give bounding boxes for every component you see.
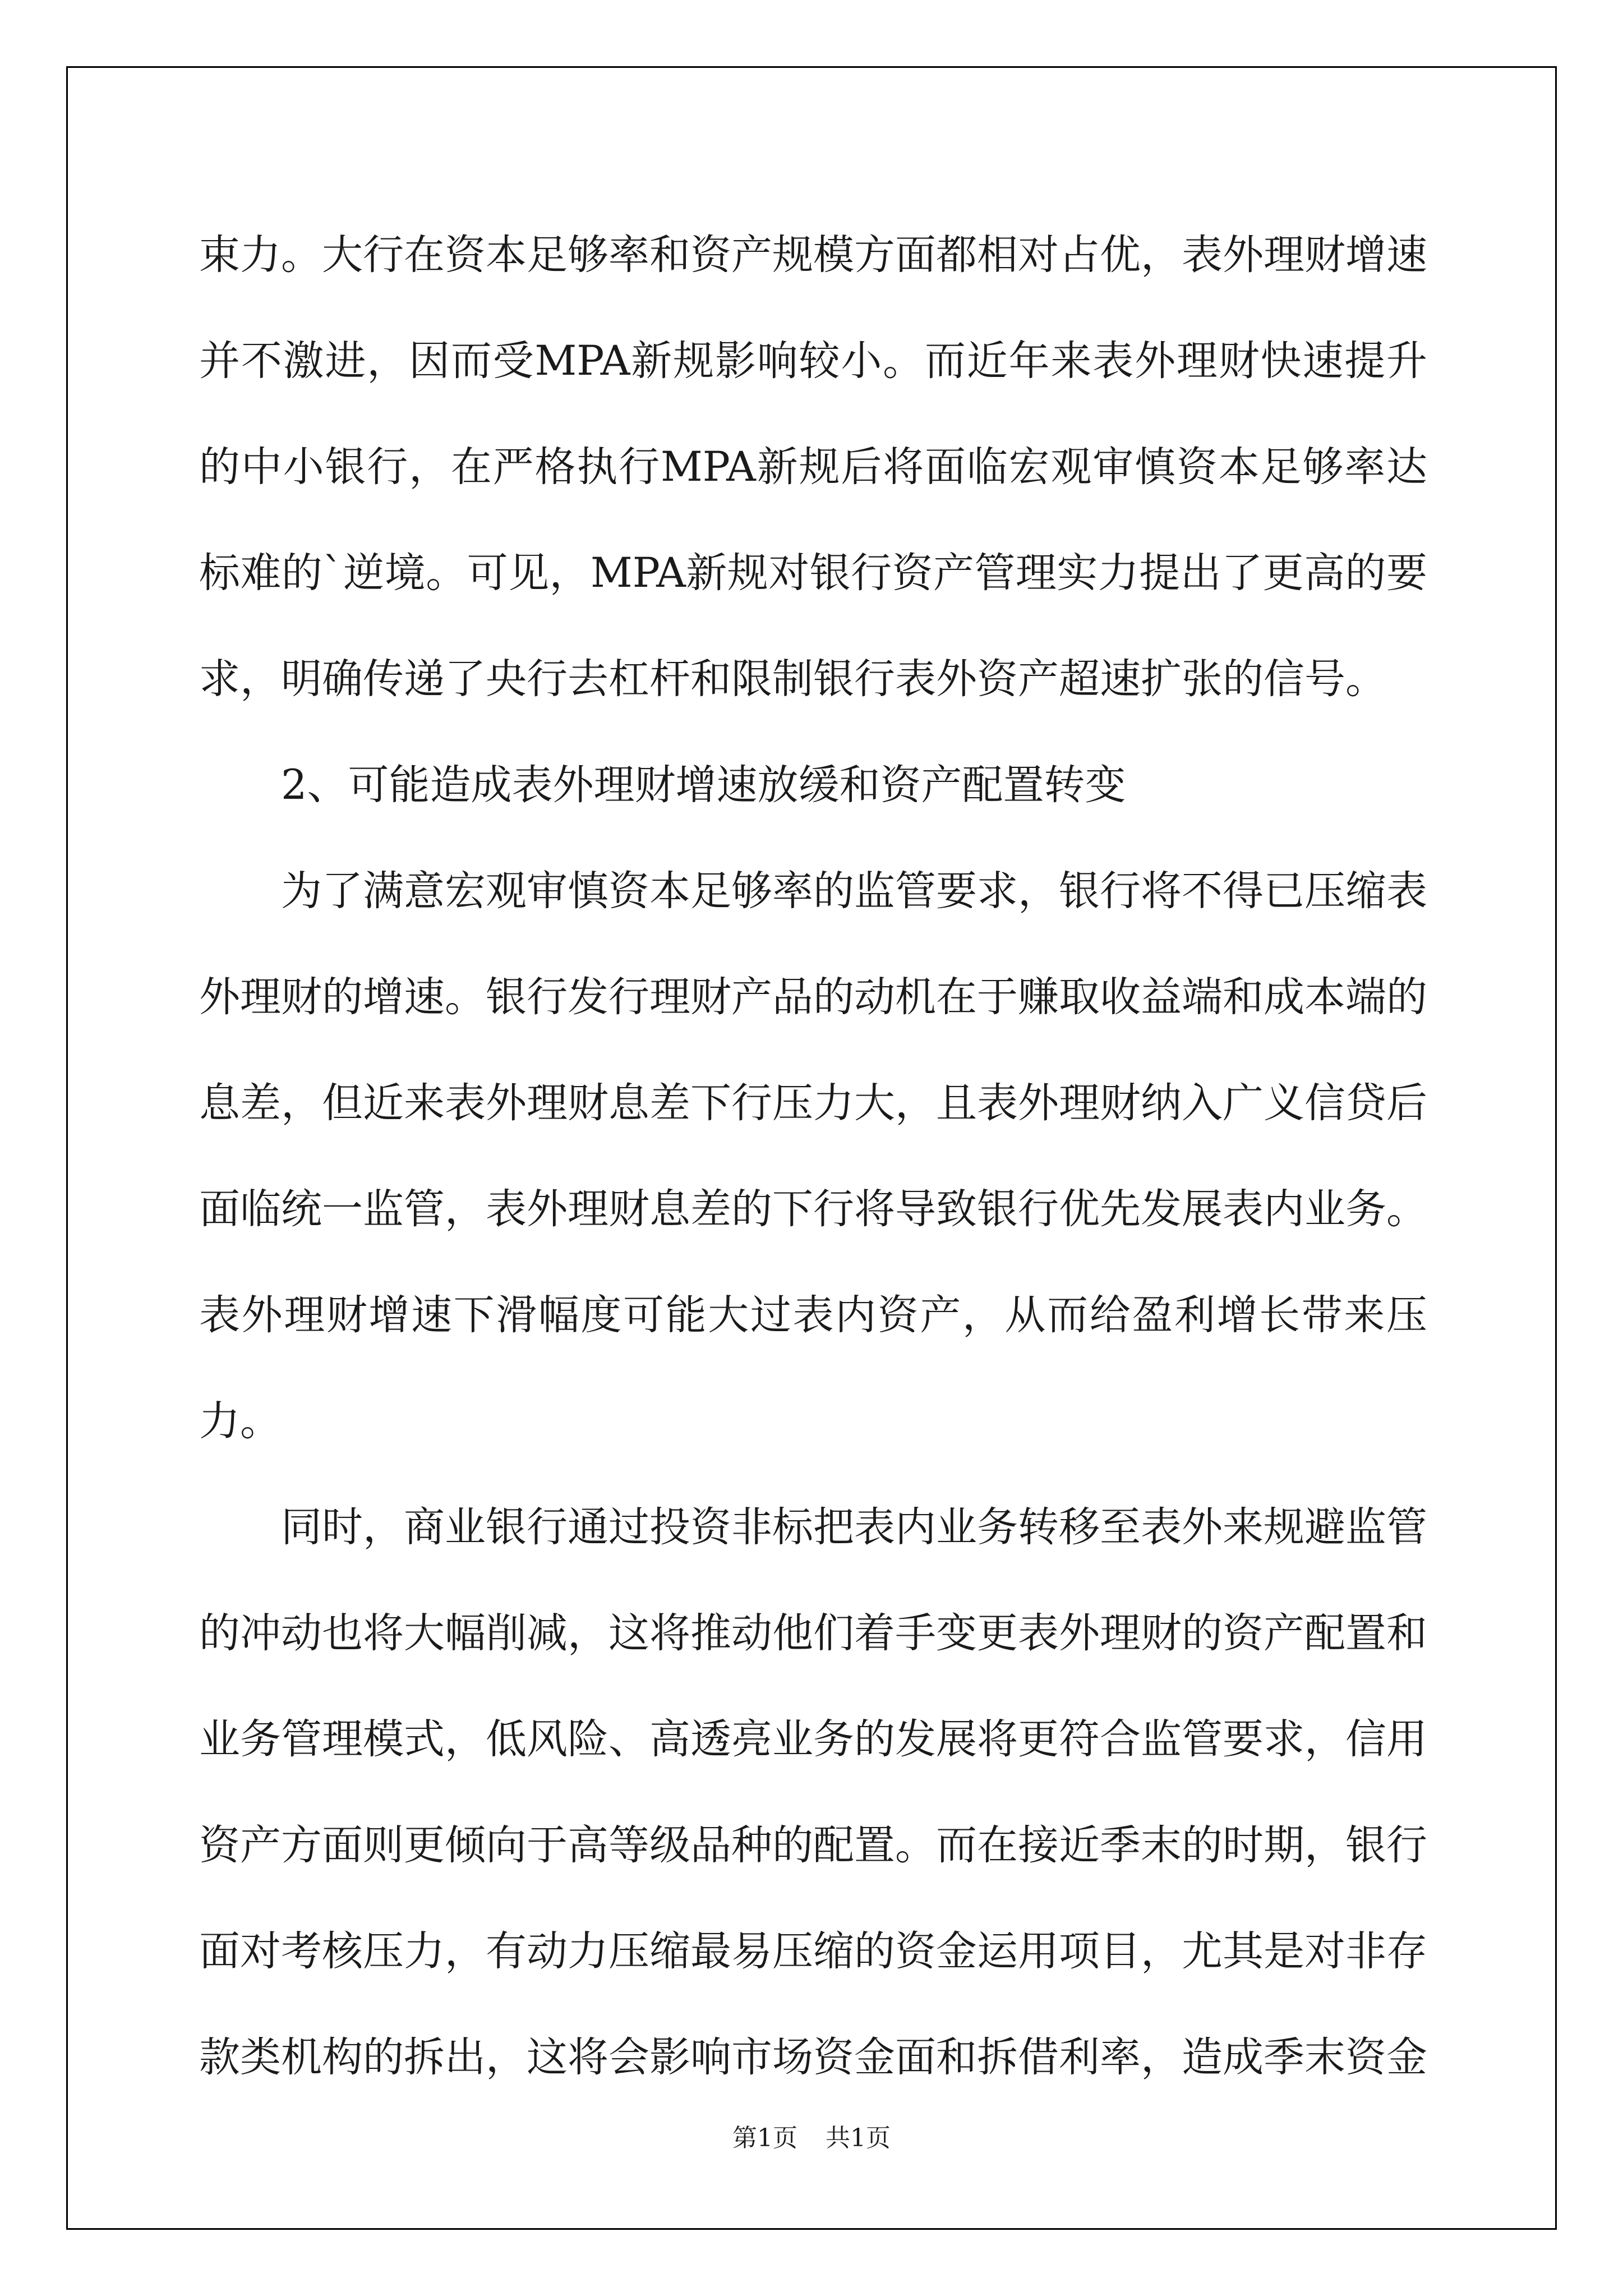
paragraph-continuation: 束力。大行在资本足够率和资产规模方面都相对占优，表外理财增速并不激进，因而受MPA新规影响较小。而近年来表外理财快速提升的中小银行，在严格执行MPA新规后将面临宏观审慎资本足够率达标难的`逆境。可见，MPA新规对银行资产管理实力提出了更高的要求，明确传递了央行去杠杆和限制银行表外资产超速扩张的信号。 bbox=[199, 231, 1427, 703]
page-number: 第1页 bbox=[732, 2124, 797, 2152]
document-body bbox=[199, 202, 1427, 2110]
section-heading: 2、可能造成表外理财增速放缓和资产配置转变 bbox=[281, 761, 1126, 809]
paragraph-capital-adequacy: 为了满意宏观审慎资本足够率的监管要求，银行将不得已压缩表外理财的增速。银行发行理财产品的动机在于赚取收益端和成本端的息差，但近来表外理财息差下行压力大，且表外理财纳入广义信贷后面临统一监管，表外理财息差的下行将导致银行优先发展表内业务。表外理财增速下滑幅度可能大过表内资产，从而给盈利增长带来压力。 bbox=[199, 867, 1427, 1445]
paragraph-asset-allocation: 同时，商业银行通过投资非标把表内业务转移至表外来规避监管的冲动也将大幅削减，这将推动他们着手变更表外理财的资产配置和业务管理模式，低风险、高透亮业务的发展将更符合监管要求，信用资产方面则更倾向于高等级品种的配置。而在接近季末的时期，银行面对考核压力，有动力压缩最易压缩的资金运用项目，尤其是对非存款类机构的拆出，这将会影响市场资金面和拆借利率，造成季末资金 bbox=[199, 1503, 1427, 2081]
page-footer bbox=[0, 2118, 1623, 2154]
page-total: 共1页 bbox=[826, 2124, 891, 2152]
